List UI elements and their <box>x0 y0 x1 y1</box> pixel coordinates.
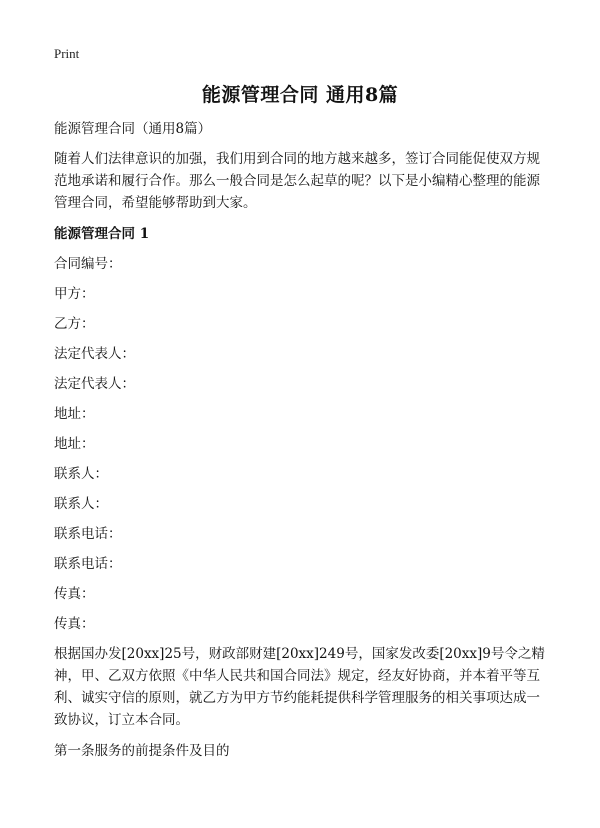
field-phone-a: 联系电话： <box>54 526 122 542</box>
field-phone-b: 联系电话： <box>54 556 122 572</box>
field-fax-a: 传真： <box>54 586 95 602</box>
article-heading: 第一条服务的前提条件及目的 <box>54 743 230 759</box>
field-fax-b: 传真： <box>54 616 95 632</box>
print-link[interactable]: Print <box>54 46 80 61</box>
field-contract-number: 合同编号： <box>54 256 122 272</box>
field-contact-b: 联系人： <box>54 496 108 512</box>
intro-paragraph: 随着人们法律意识的加强，我们用到合同的地方越来越多，签订合同能促使双方规范地承诺和履行合作。那么一般合同是怎么起草的呢？以下是小编精心整理的能源管理合同，希望能够帮助到大家。 <box>54 151 540 211</box>
field-legal-rep-b: 法定代表人： <box>54 376 135 392</box>
page-title: 能源管理合同 通用8篇 <box>201 84 399 106</box>
field-contact-a: 联系人： <box>54 466 108 482</box>
field-legal-rep-a: 法定代表人： <box>54 346 135 362</box>
field-address-a: 地址： <box>54 406 95 422</box>
basis-paragraph: 根据国办发[20xx]25号，财政部财建[20xx]249号，国家发改委[20xx]9号令之精神，甲、乙双方依照《中华人民共和国合同法》规定，经友好协商，并本着平等互利、诚实守信的原则，就乙方为甲方节约能耗提供科学管理服务的相关事项达成一致协议，订立本合同。 <box>54 646 545 728</box>
field-party-b: 乙方： <box>54 316 95 332</box>
document-body <box>54 118 548 762</box>
field-address-b: 地址： <box>54 436 95 452</box>
field-party-a: 甲方： <box>54 286 95 302</box>
document-subtitle: 能源管理合同（通用8篇） <box>54 121 212 137</box>
section-heading: 能源管理合同 1 <box>54 226 150 242</box>
